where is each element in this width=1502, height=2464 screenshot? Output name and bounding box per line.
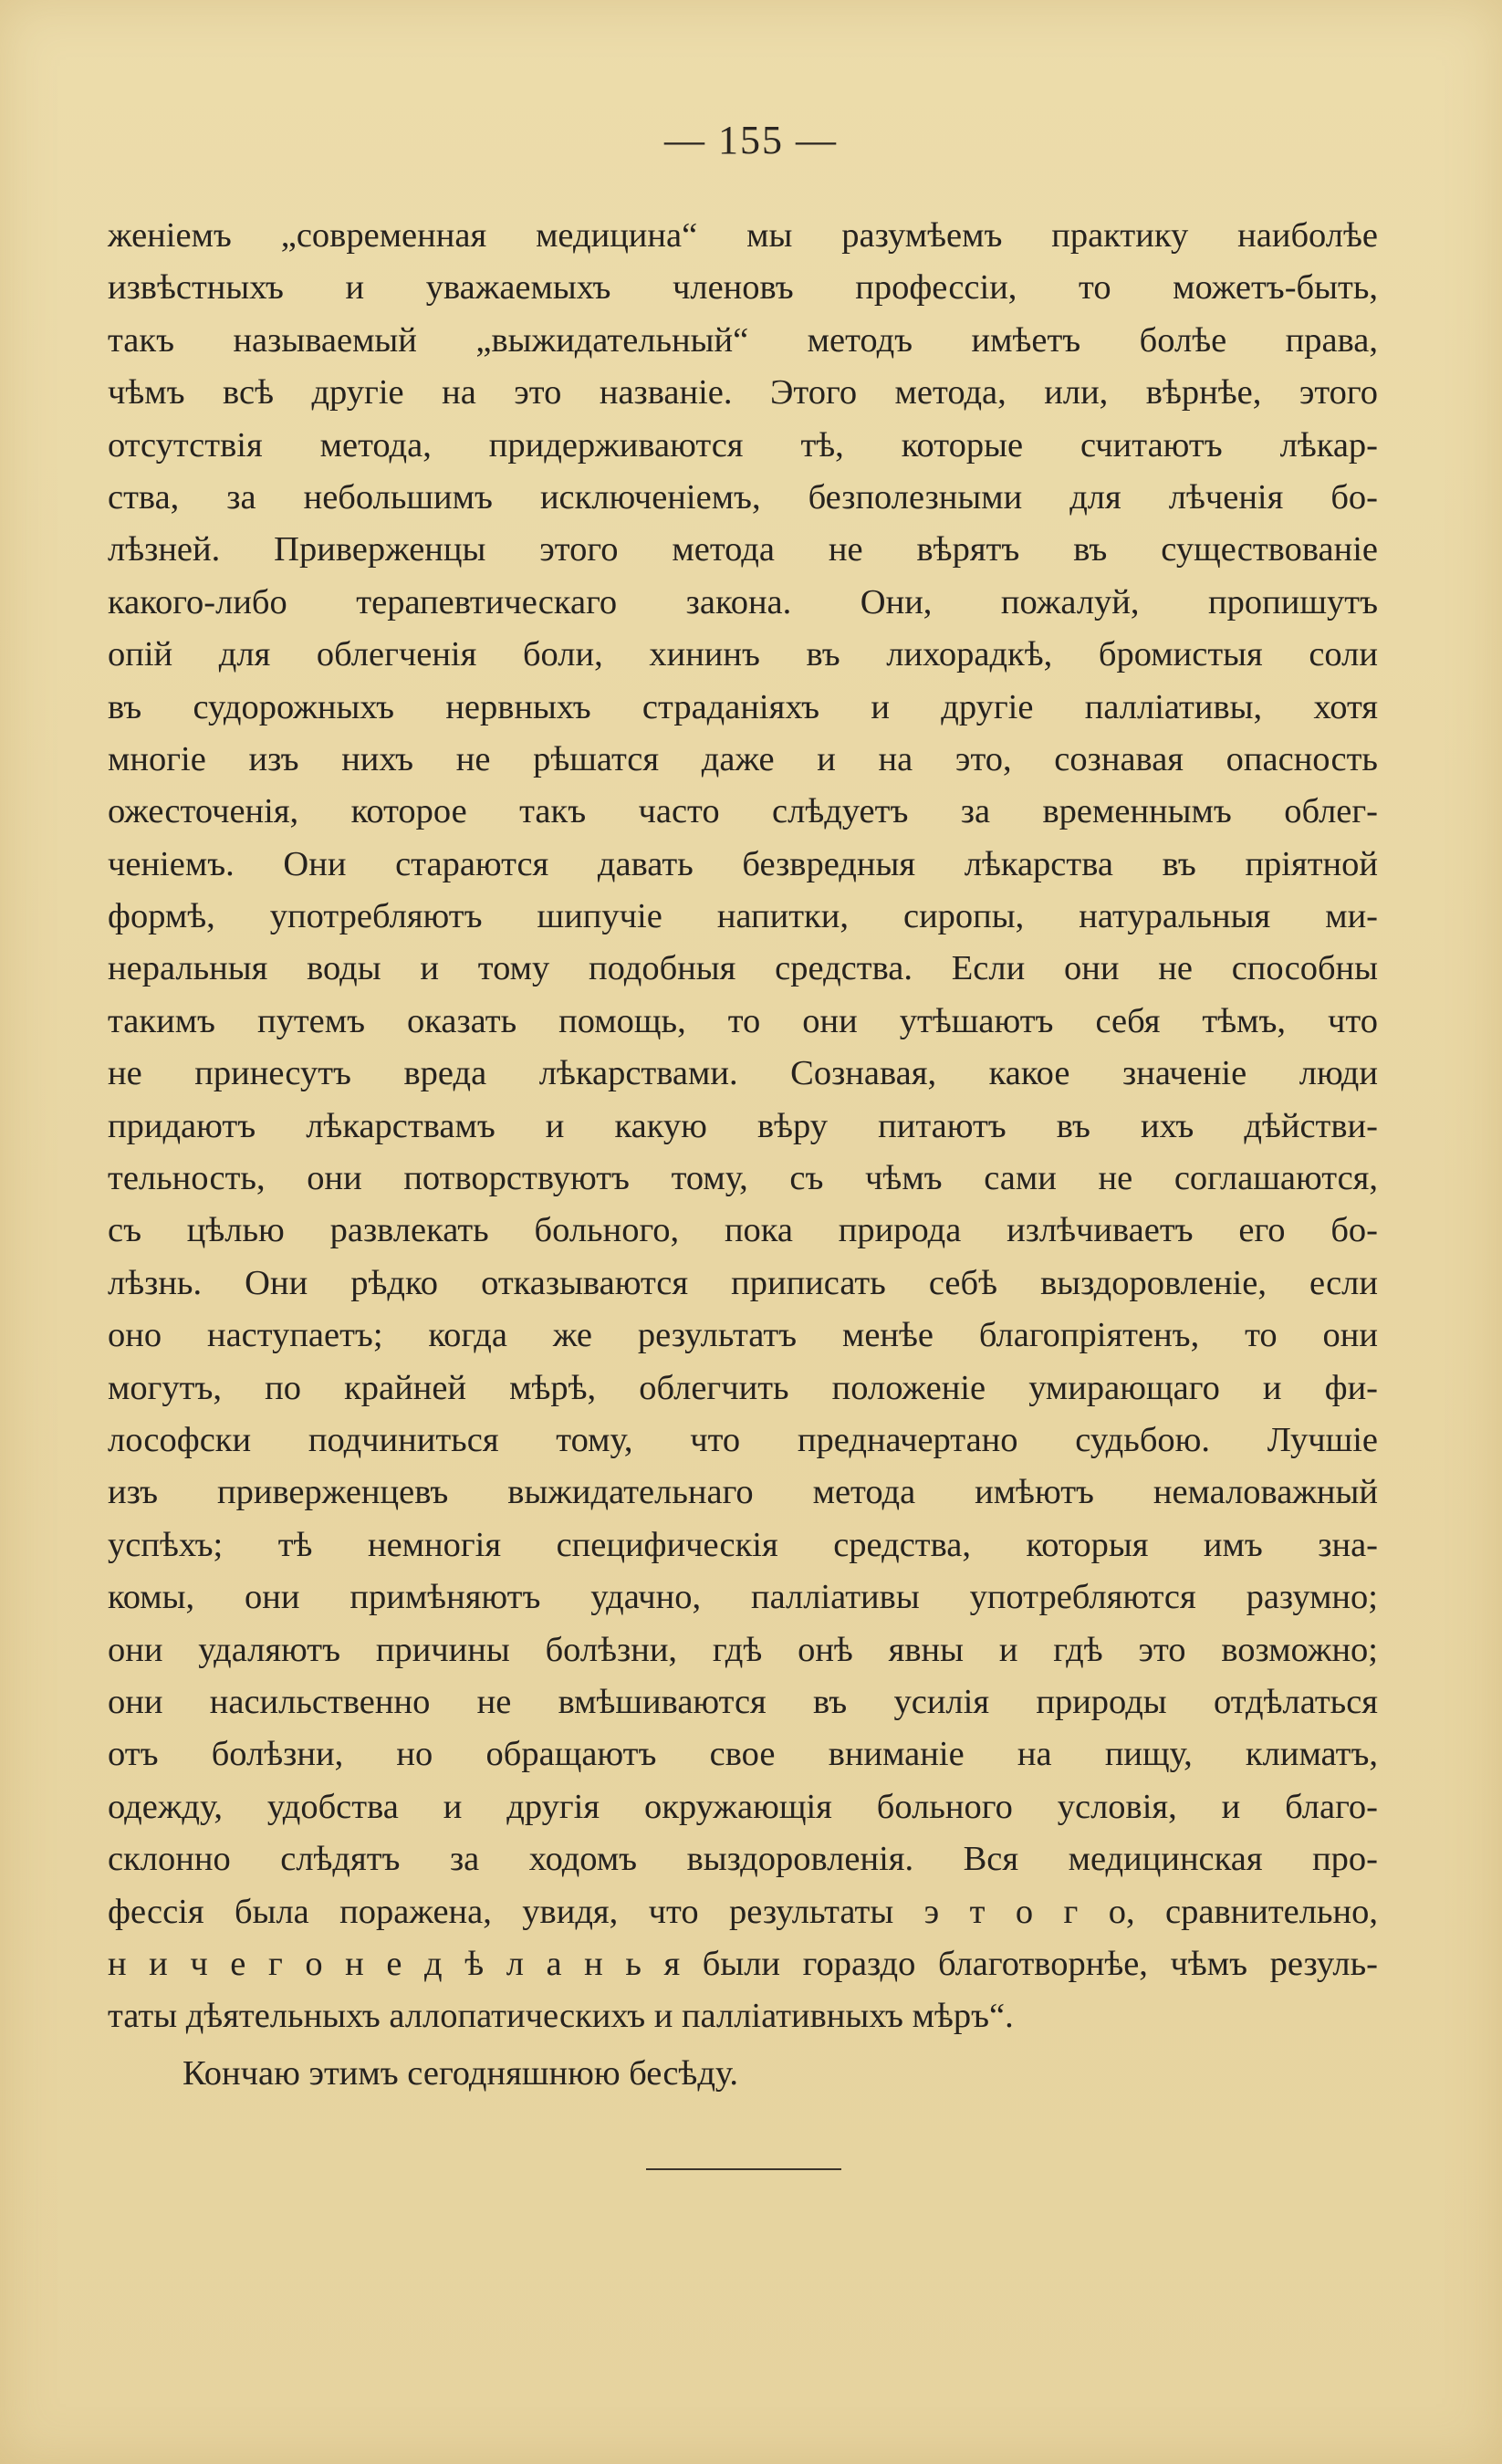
text-line: ства, за небольшимъ исключеніемъ, безполезными для лѣченія бо- bbox=[108, 477, 1378, 517]
text-line: такъ называемый „выжидательный“ методъ имѣетъ болѣе права, bbox=[108, 320, 1378, 360]
text-line: въ судорожныхъ нервныхъ страданіяхъ и другіе палліативы, хотя bbox=[108, 687, 1378, 726]
text-line: склонно слѣдятъ за ходомъ выздоровленія. Вся медицинская про- bbox=[108, 1840, 1378, 1879]
text-line: отъ болѣзни, но обращаютъ свое вниманіе на пищу, климатъ, bbox=[108, 1735, 1378, 1774]
body-text bbox=[108, 210, 1378, 2043]
text-line: они удаляютъ причины болѣзни, гдѣ онѣ явны и гдѣ это возможно; bbox=[108, 1630, 1378, 1669]
text-line: могутъ, по крайней мѣрѣ, облегчить положеніе умирающаго и фи- bbox=[108, 1368, 1378, 1407]
text-line: комы, они примѣняютъ удачно, палліативы употребляются разумно; bbox=[108, 1578, 1378, 1617]
text-line-final: таты дѣятельныхъ аллопатическихъ и палліативныхъ мѣръ“. bbox=[108, 1997, 1014, 2036]
text-line: формѣ, употребляютъ шипучіе напитки, сиропы, натуральныя ми- bbox=[108, 897, 1378, 936]
text-line: чѣмъ всѣ другіе на это названіе. Этого метода, или, вѣрнѣе, этого bbox=[108, 373, 1378, 412]
text-line: ченіемъ. Они стараются давать безвредныя лѣкарства въ пріятной bbox=[108, 844, 1378, 883]
text-line: тельность, они потворствуютъ тому, съ чѣмъ сами не соглашаются, bbox=[108, 1159, 1378, 1198]
text-line: такимъ путемъ оказать помощь, то они утѣшаютъ себя тѣмъ, что bbox=[108, 1001, 1378, 1040]
text-line: женіемъ „современная медицина“ мы разумѣемъ практику наиболѣе bbox=[108, 216, 1378, 255]
text-line: опій для облегченія боли, хининъ въ лихорадкѣ, бромистыя соли bbox=[108, 635, 1378, 674]
text-line: лософски подчиниться тому, что предначертано судьбою. Лучшіе bbox=[108, 1420, 1378, 1459]
page-number: — 155 — bbox=[664, 118, 838, 162]
text-line: оно наступаетъ; когда же результатъ менѣе благопріятенъ, то они bbox=[108, 1316, 1378, 1355]
text-line: извѣстныхъ и уважаемыхъ членовъ профессіи, то можетъ-быть, bbox=[108, 268, 1378, 308]
text-line: фессія была поражена, увидя, что результаты э т о г о, сравнительно, bbox=[108, 1892, 1378, 1931]
text-line: изъ приверженцевъ выжидательнаго метода имѣютъ немаловажный bbox=[108, 1473, 1378, 1512]
text-line: многіе изъ нихъ не рѣшатся даже и на это, сознавая опасность bbox=[108, 739, 1378, 778]
text-line: они насильственно не вмѣшиваются въ усилія природы отдѣлаться bbox=[108, 1682, 1378, 1721]
end-rule bbox=[646, 2168, 841, 2170]
text-line: лѣзней. Приверженцы этого метода не вѣрятъ въ существованіе bbox=[108, 530, 1378, 569]
text-line: одежду, удобства и другія окружающія больного условія, и благо- bbox=[108, 1787, 1378, 1826]
text-line: лѣзнь. Они рѣдко отказываются приписать себѣ выздоровленіе, если bbox=[108, 1263, 1378, 1302]
closing-paragraph: Кончаю этимъ сегодняшнюю бесѣду. bbox=[183, 2054, 738, 2093]
text-line: неральныя воды и тому подобныя средства. Если они не способны bbox=[108, 949, 1378, 988]
text-line: придаютъ лѣкарствамъ и какую вѣру питаютъ въ ихъ дѣйстви- bbox=[108, 1106, 1378, 1145]
text-line: ожесточенія, которое такъ часто слѣдуетъ за временнымъ облег- bbox=[108, 792, 1378, 831]
text-line: съ цѣлью развлекать больного, пока природа излѣчиваетъ его бо- bbox=[108, 1211, 1378, 1250]
text-line: какого-либо терапевтическаго закона. Они, пожалуй, пропишутъ bbox=[108, 582, 1378, 621]
text-line: не принесутъ вреда лѣкарствами. Сознавая, какое значеніе люди bbox=[108, 1054, 1378, 1093]
text-line: отсутствія метода, придерживаются тѣ, которые считаютъ лѣкар- bbox=[108, 425, 1378, 465]
text-line: успѣхъ; тѣ немногія специфическія средства, которыя имъ зна- bbox=[108, 1525, 1378, 1564]
text-line: н и ч е г о н е д ѣ л а н ь я были гораздо благотворнѣе, чѣмъ резуль- bbox=[108, 1944, 1378, 1983]
